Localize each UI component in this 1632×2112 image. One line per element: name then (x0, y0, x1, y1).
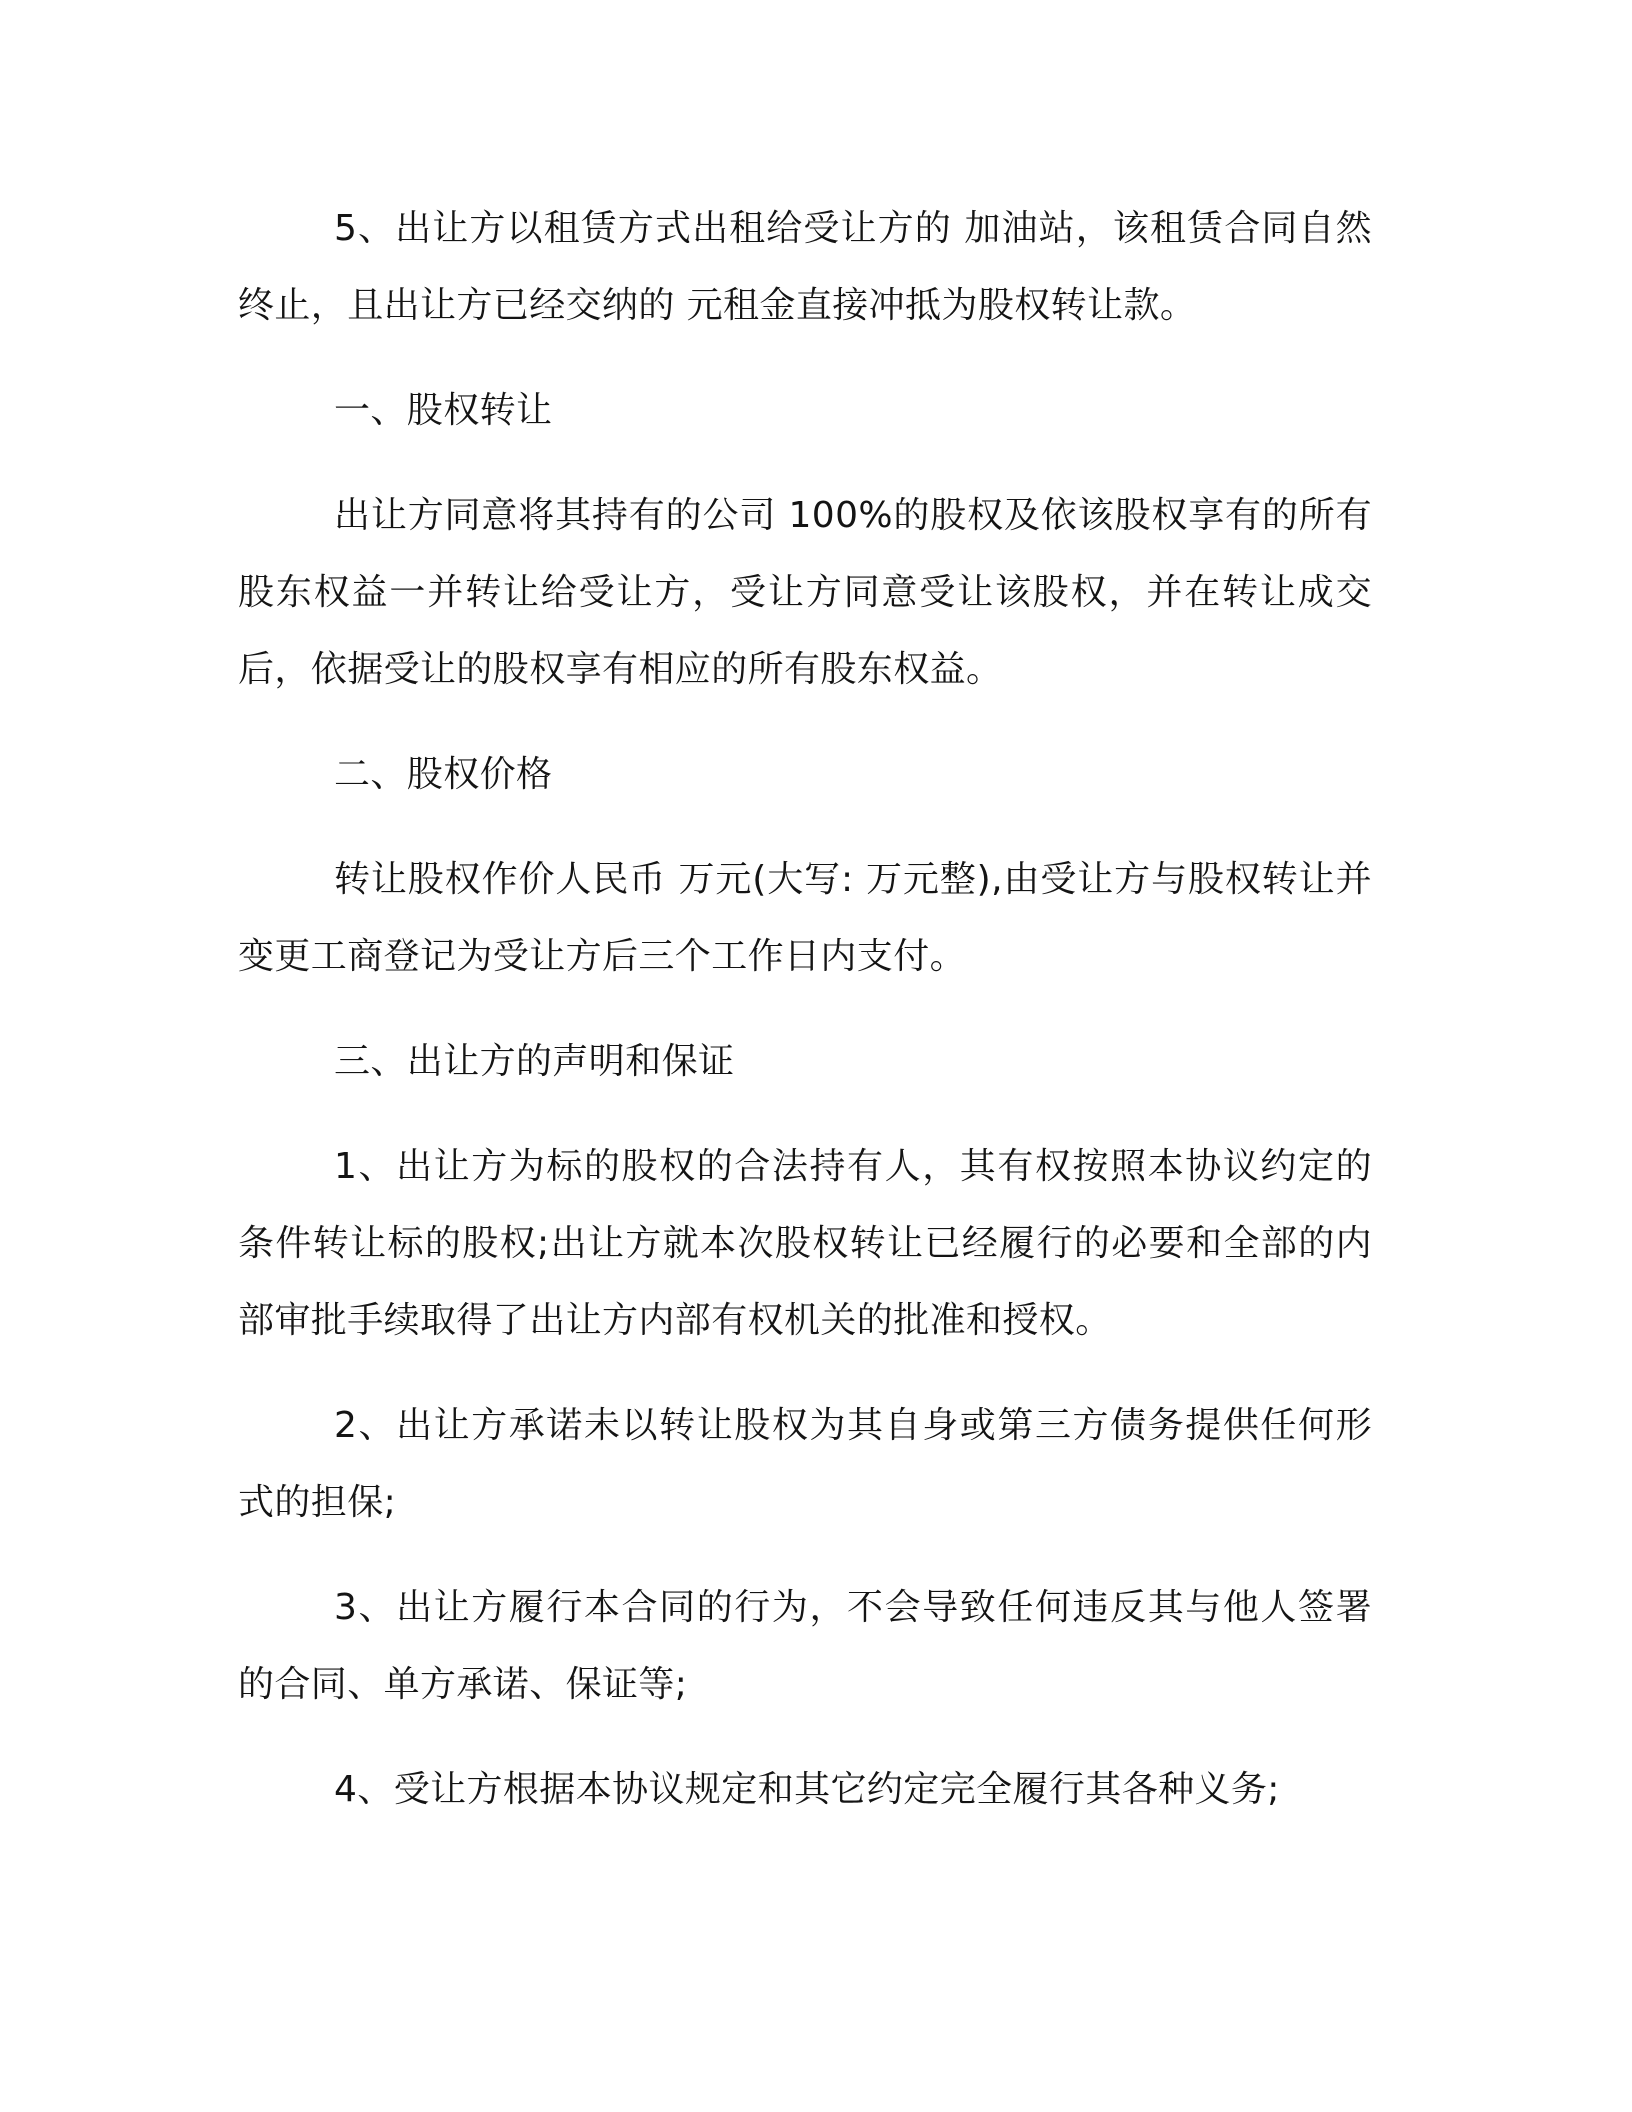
section-3-item-4: 4、受让方根据本协议规定和其它约定完全履行其各种义务; (334, 1769, 1280, 1810)
section-3-item-2: 2、出让方承诺未以转让股权为其自身或第三方债务提供任何形式的担保; (238, 1405, 1372, 1523)
section-3-heading: 三、出让方的声明和保证 (334, 1041, 735, 1082)
section-3-item-3: 3、出让方履行本合同的行为，不会导致任何违反其与他人签署的合同、单方承诺、保证等; (238, 1587, 1372, 1705)
document-body (238, 190, 1372, 1856)
section-1-heading: 一、股权转让 (334, 390, 553, 431)
section-2-body: 转让股权作价人民币 万元(大写: 万元整),由受让方与股权转让并变更工商登记为受让方后三个工作日内支付。 (238, 859, 1372, 977)
clause-5-lease-termination: 5、出让方以租赁方式出租给受让方的 加油站，该租赁合同自然终止，且出让方已经交纳的 元租金直接冲抵为股权转让款。 (238, 208, 1372, 326)
section-2-heading: 二、股权价格 (334, 754, 553, 795)
section-3-item-1: 1、出让方为标的股权的合法持有人，其有权按照本协议约定的条件转让标的股权;出让方就本次股权转让已经履行的必要和全部的内部审批手续取得了出让方内部有权机关的批准和授权。 (238, 1146, 1372, 1341)
section-1-body: 出让方同意将其持有的公司 100%的股权及依该股权享有的所有股东权益一并转让给受让方，受让方同意受让该股权，并在转让成交后，依据受让的股权享有相应的所有股东权益。 (238, 495, 1372, 690)
